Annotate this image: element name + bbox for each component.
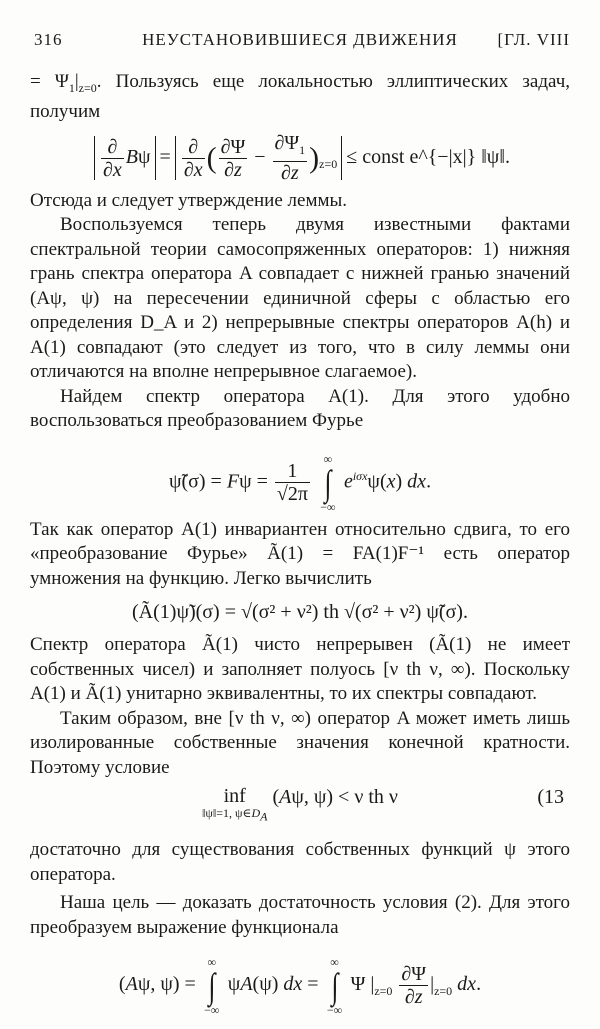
paragraph-9: Наша цель — доказать достаточность условия (2). Для этого преобразуем выражение функционала — [30, 892, 570, 938]
paragraph-4: Найдем спектр оператора A(1). Для этого удобно воспользоваться преобразованием Фурье — [30, 385, 570, 432]
formula-2: ψ̃(σ) = Fψ = $\frac{1}{√2\pi}$ ∞ ∫ −∞ $e^{i\sigma x}\psi(x)$ dx. — [168, 451, 432, 514]
equation-number: (13 — [537, 786, 564, 809]
page-number: 316 — [34, 30, 63, 49]
paragraph-8: достаточно для существования собственных функций ψ этого оператора. — [30, 839, 570, 885]
formula-1: $\frac{\partial}{\partial x}$ Bψ = $\frac{\partial}{\partial x}$ ( $\frac{\partial\Psi}{\partial z}$ − $\frac{\partial\Psi_1}{\partial z}$ )$_{z=0}$ ≤ const e^{−|x|} ‖ψ‖. — [30, 131, 570, 183]
chapter-label: [ГЛ. VIII — [497, 30, 570, 49]
page-body — [30, 70, 570, 1022]
paragraph-1: = $\Psi_1|_{z=0}$. Пользуясь еще локальностью эллиптических задач, получим — [30, 71, 570, 123]
formula-3: (Ã(1)ψ̃)(σ) = √(σ² + ν²) th √(σ² + ν²) ψ̃(σ). — [132, 601, 468, 624]
formula-1-tail: ≤ const e^{−|x|} ‖ψ‖. — [346, 145, 510, 168]
running-header — [30, 30, 570, 54]
running-title: НЕУСТАНОВИВШИЕСЯ ДВИЖЕНИЯ — [142, 30, 458, 49]
formula-5: (Aψ, ψ) = ∞ ∫ −∞ ψA(ψ) dx = ∞ ∫ −∞ Ψ $|_{z=0}$ $\frac{\partial\Psi}{\partial z}$ $|_{z=0}$ dx. — [118, 954, 482, 1017]
paragraph-5: Так как оператор A(1) инвариантен относительно сдвига, то его «преобразование Фурье» Ã(1) = FA(1)F⁻¹ есть оператор умножения на функцию. Легко вычислить — [30, 518, 570, 589]
paragraph-2: Отсюда и следует утверждение леммы. — [30, 189, 348, 211]
paragraph-3: Воспользуемся теперь двумя известными фактами спектральной теории самосопряженных операторов: 1) нижняя грань спектра оператора A совпадает с нижней гранью значений (Aψ, ψ) на пересечении единичной сферы с областью его определения D_A и 2) непрерывные спектры операторов A(h) и A(1) совпадают (это следует из того, что в силу леммы они отличаются на вполне непрерывное слагаемое). — [30, 214, 570, 383]
paragraph-7: Таким образом, вне [ν th ν, ∞) оператор A может иметь лишь изолированные собственные значения конечной кратности. Поэтому условие — [30, 707, 570, 778]
paragraph-6: Спектр оператора Ã(1) чисто непрерывен (Ã(1) не имеет собственных чисел) и заполняет полуось [ν th ν, ∞). Поскольку A(1) и Ã(1) унитарно эквивалентны, то их спектры совпадают. — [30, 634, 570, 705]
formula-4: inf ‖ψ‖=1, $\psi\in D_A$ (Aψ, ψ) < ν th ν (13 — [202, 785, 564, 824]
